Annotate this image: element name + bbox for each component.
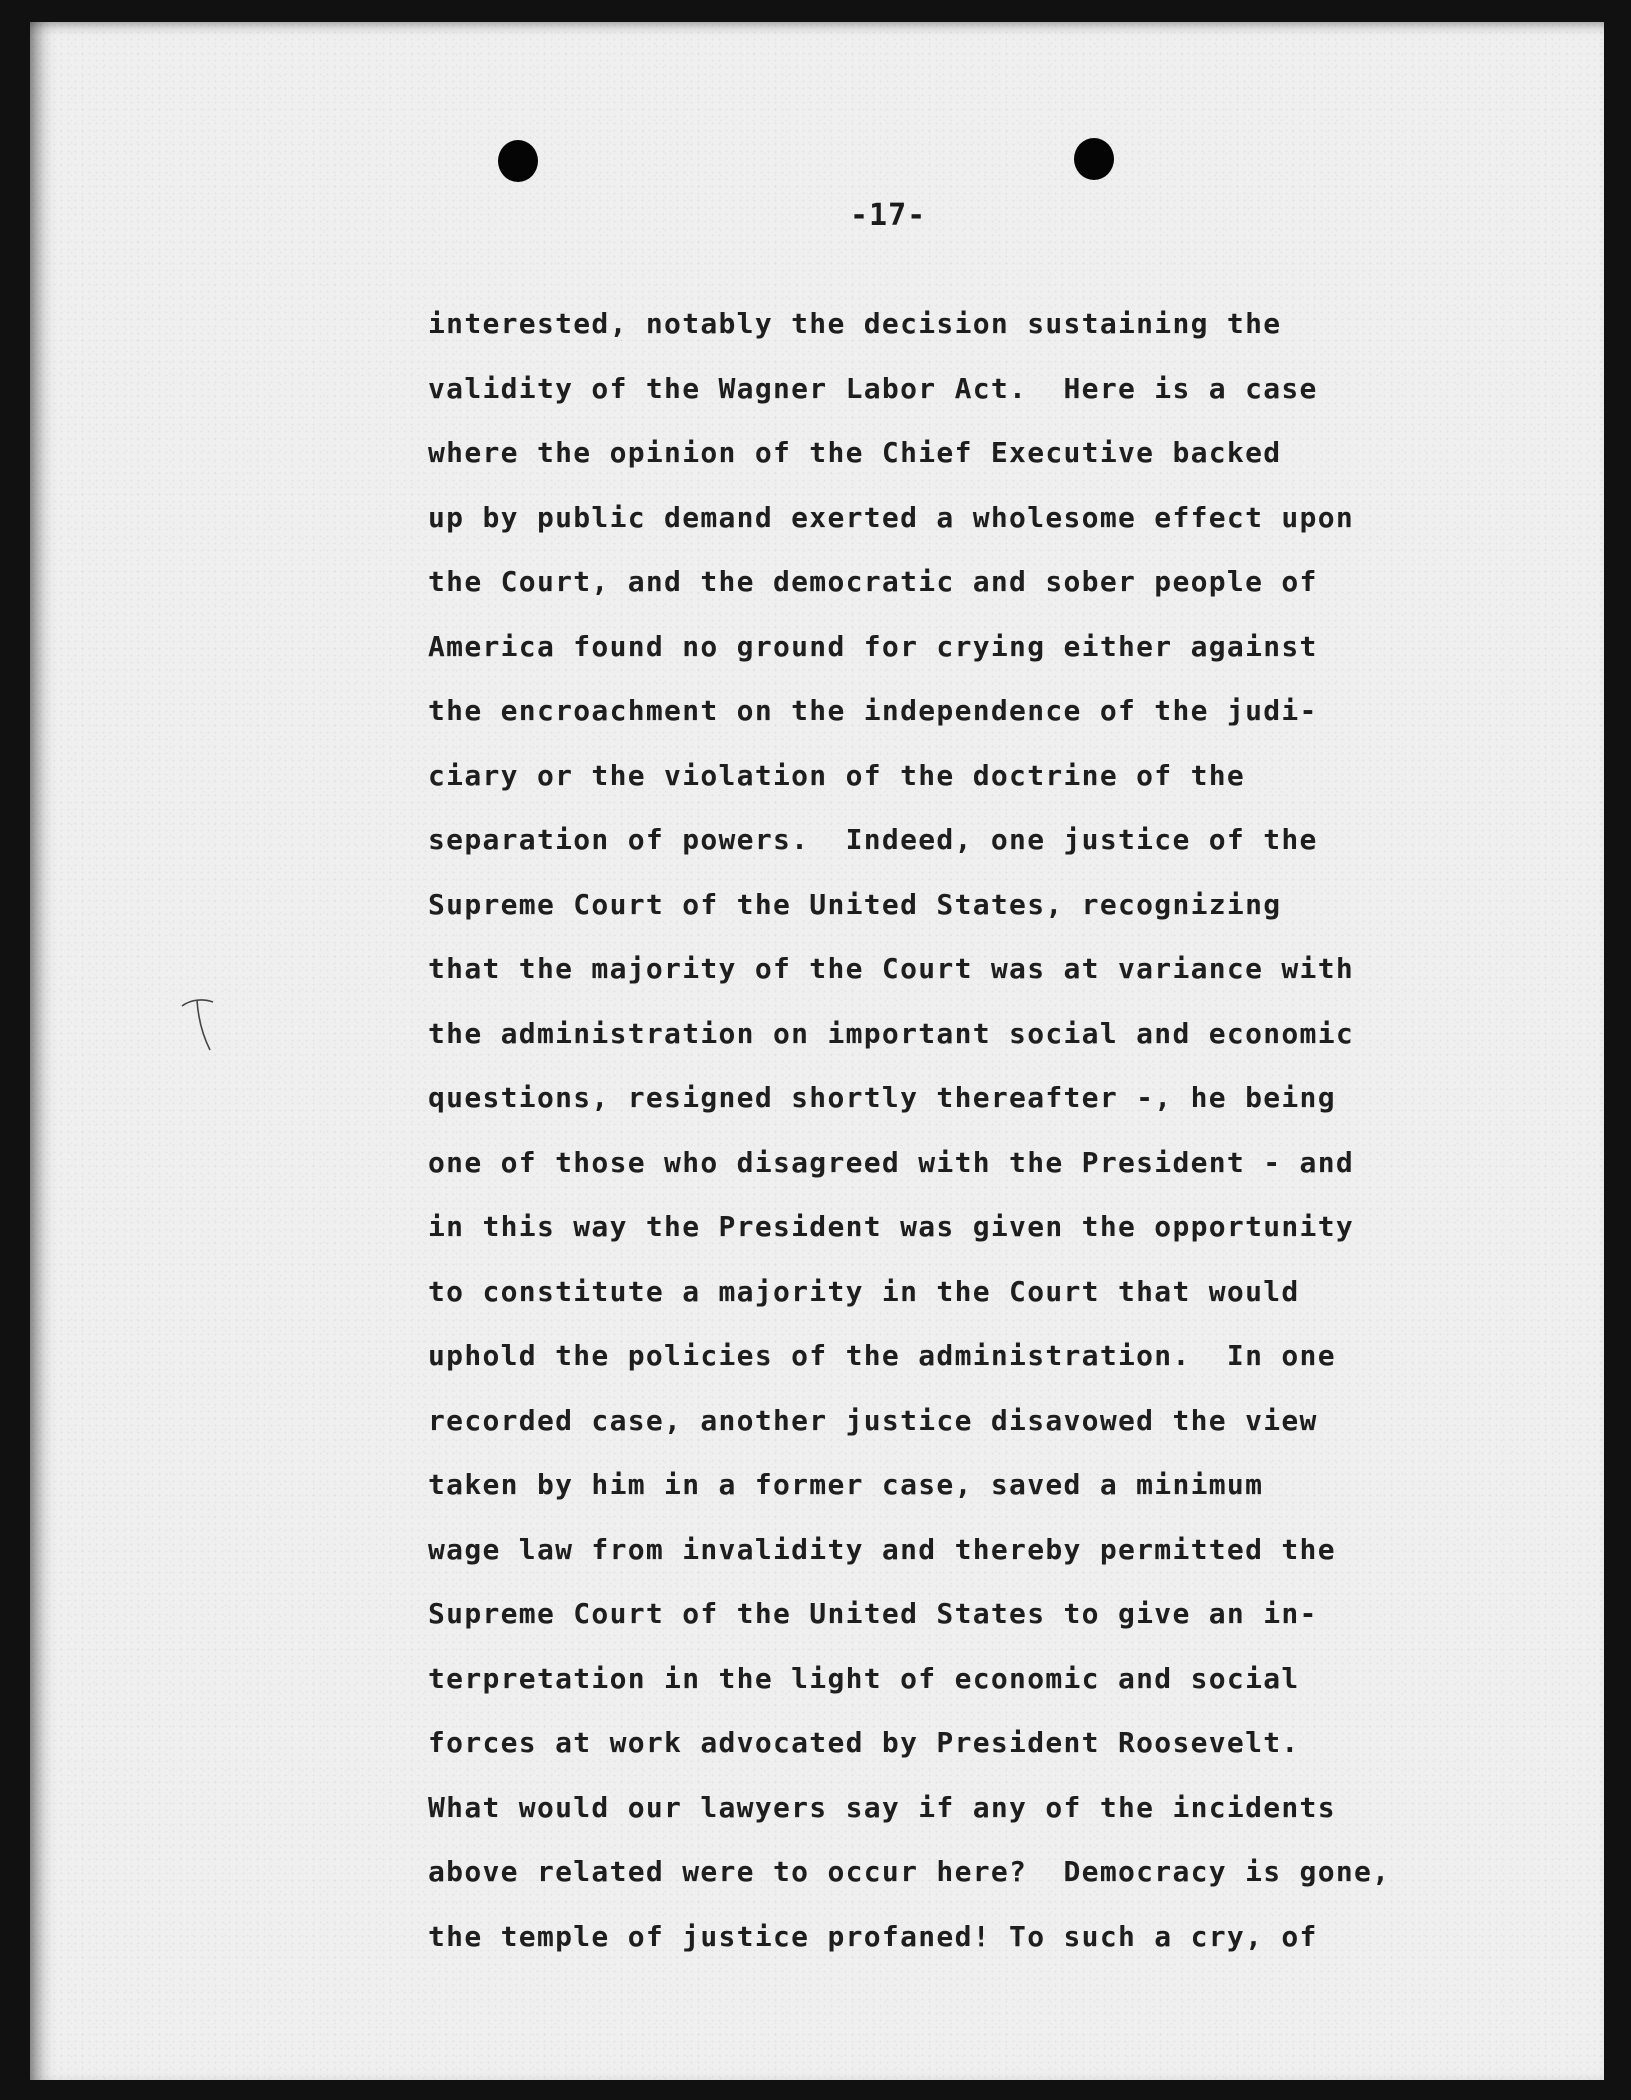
text-line: Supreme Court of the United States, recognizing [428, 887, 1282, 921]
text-line: ciary or the violation of the doctrine of the [428, 758, 1246, 792]
text-line: What would our lawyers say if any of the incidents [428, 1790, 1336, 1824]
text-line: above related were to occur here? Democracy is gone, [428, 1855, 1391, 1888]
text-line: validity of the Wagner Labor Act. Here is a case [428, 371, 1318, 405]
text-line: uphold the policies of the administration. In one [428, 1339, 1336, 1372]
text-line: to constitute a majority in the Court that would [428, 1274, 1300, 1308]
text-line: the temple of justice profaned! To such a cry, of [428, 1919, 1318, 1953]
text-line: that the majority of the Court was at variance with [428, 952, 1355, 985]
text-line: taken by him in a former case, saved a minimum [428, 1468, 1264, 1501]
text-line: the encroachment on the independence of the judi- [428, 694, 1318, 727]
text-line: the Court, and the democratic and sober people of [428, 565, 1318, 598]
text-line: up by public demand exerted a wholesome effect upon [428, 500, 1355, 534]
punch-hole-right [1074, 138, 1114, 180]
page-number: -17- [850, 198, 927, 233]
text-line: America found no ground for crying either against [428, 629, 1318, 663]
text-line: in this way the President was given the opportunity [428, 1210, 1355, 1243]
text-line: Supreme Court of the United States to give an in- [428, 1597, 1318, 1630]
margin-pencil-mark [180, 994, 216, 1054]
text-line: interested, notably the decision sustaining the [428, 307, 1282, 340]
text-line: separation of powers. Indeed, one justice of the [428, 823, 1318, 856]
punch-hole-left [498, 140, 538, 182]
body-text [428, 292, 1558, 1969]
text-line: the administration on important social and economic [428, 1016, 1355, 1050]
text-line: questions, resigned shortly thereafter -, he being [428, 1081, 1336, 1114]
text-line: where the opinion of the Chief Executive backed [428, 436, 1282, 469]
text-line: terpretation in the light of economic and social [428, 1661, 1300, 1695]
text-line: recorded case, another justice disavowed the view [428, 1403, 1318, 1437]
text-line: one of those who disagreed with the President - and [428, 1145, 1355, 1179]
text-line: wage law from invalidity and thereby permitted the [428, 1532, 1336, 1566]
typed-page [30, 22, 1604, 2080]
text-line: forces at work advocated by President Roosevelt. [428, 1726, 1300, 1759]
